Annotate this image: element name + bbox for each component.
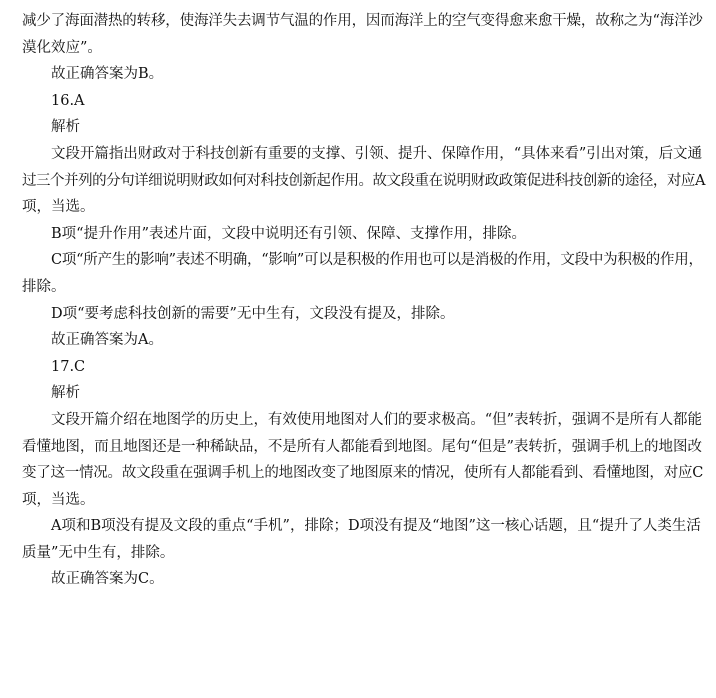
answer-line-15: 故正确答案为B。 [51, 66, 164, 83]
analysis-heading-17: 解析 [51, 385, 80, 402]
text-line-16: 文段开篇介绍在地图学的历史上，有效使用地图对人们的要求极高。“但”表转折，强调不是所有人都能 [51, 411, 702, 428]
option-c-line-16: C项“所产生的影响”表述不明确，“影响”可以是积极的作用也可以是消极的作用，文段中为积极的作用， [51, 252, 703, 269]
analysis-heading-16: 解析 [51, 119, 80, 136]
answer-line-17: 故正确答案为C。 [51, 571, 164, 588]
text-line-21: 质量”无中生有，排除。 [22, 544, 175, 561]
text-line-2: 漠化效应”。 [22, 39, 102, 56]
question-number-17: 17.C [51, 358, 86, 375]
text-line-1: 减少了海面潜热的转移，使海洋失去调节气温的作用，因而海洋上的空气变得愈来愈干燥，故称之为“海洋沙 [22, 13, 703, 29]
option-d-line-16: D项“要考虑科技创新的需要”无中生有，文段没有提及，排除。 [51, 305, 455, 322]
text-line-7: 过三个并列的分句详细说明财政如何对科技创新起作用。故文段重在说明财政政策促进科技创新的途径，对应A [22, 172, 705, 189]
text-line-8: 项，当选。 [22, 199, 95, 216]
text-line-6: 文段开篇指出财政对于科技创新有重要的支撑、引领、提升、保障作用，“具体来看”引出对策，后文通 [51, 145, 702, 162]
text-line-17: 看懂地图，而且地图还是一种稀缺品，不是所有人都能看到地图。尾句“但是”表转折，强调手机上的地图改 [22, 438, 702, 455]
option-b-line-16: B项“提升作用”表述片面，文段中说明还有引领、保障、支撑作用，排除。 [51, 225, 526, 242]
answer-line-16: 故正确答案为A。 [51, 332, 163, 349]
option-ab-line-17: A项和B项没有提及文段的重点“手机”，排除；D项没有提及“地图”这一核心话题，且“提升了人类生活 [51, 518, 701, 535]
text-line-18: 变了这一情况。故文段重在强调手机上的地图改变了地图原来的情况，使所有人都能看到、看懂地图，对应C [22, 465, 704, 482]
text-line-19: 项，当选。 [22, 491, 95, 508]
text-line-11: 排除。 [22, 278, 66, 295]
question-number-16: 16.A [51, 92, 85, 109]
